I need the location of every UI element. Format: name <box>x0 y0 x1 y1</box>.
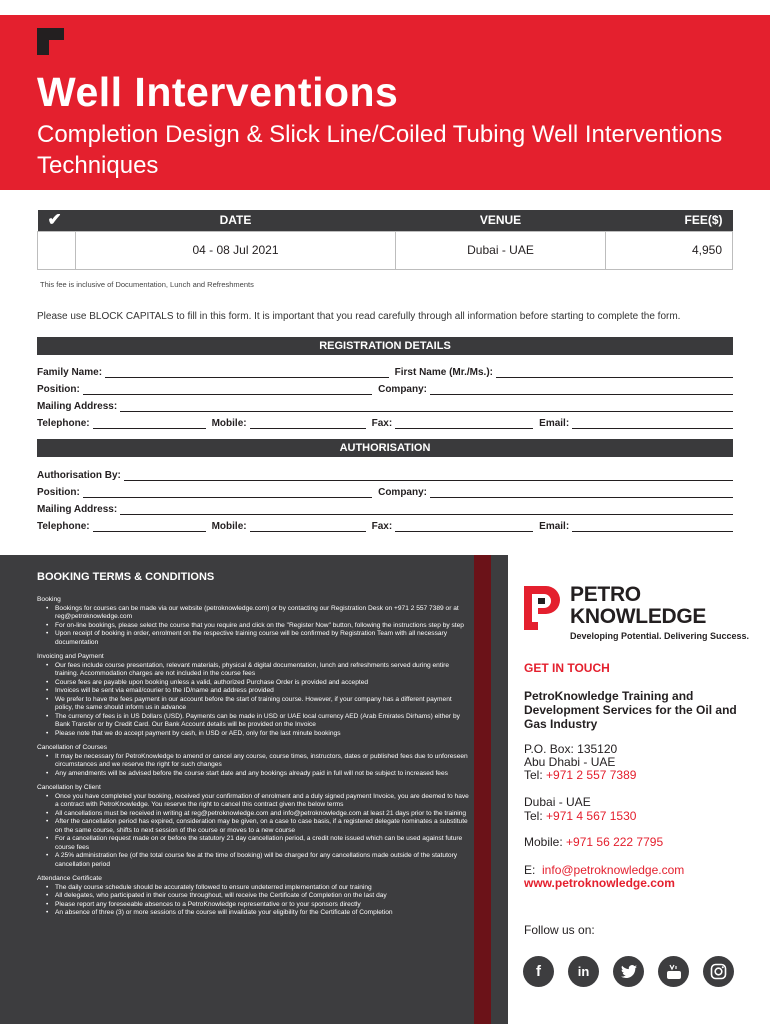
mailing-address-label: Mailing Address: <box>37 401 118 412</box>
youtube-icon[interactable] <box>658 956 689 987</box>
logo-line-1: PETRO <box>570 583 641 606</box>
dubai-tel-link[interactable]: +971 4 567 1530 <box>546 809 637 823</box>
abu-dhabi-tel-link[interactable]: +971 2 557 7389 <box>546 768 637 782</box>
first-name-label: First Name (Mr./Ms.): <box>394 367 493 378</box>
auth-mailing-address-label: Mailing Address: <box>37 504 118 515</box>
email-contact-link[interactable]: info@petroknowledge.com <box>542 863 685 877</box>
auth-company-field[interactable] <box>430 488 733 498</box>
auth-telephone-label: Telephone: <box>37 521 90 532</box>
header-banner <box>0 15 770 190</box>
panel-accent-stripe <box>474 555 491 1024</box>
auth-telephone-row <box>37 518 733 532</box>
company-description: PetroKnowledge Training and Development Services for the Oil and Gas Industry <box>524 689 737 731</box>
family-name-label: Family Name: <box>37 367 103 378</box>
mobile-label: Mobile: <box>211 418 247 429</box>
terms-section-heading: Attendance Certificate <box>37 875 102 882</box>
email-field[interactable] <box>572 419 733 429</box>
terms-list-item: • All delegates, who participated in their course throughout, will receive the Certificate of Completion on the last day <box>37 892 469 901</box>
terms-body <box>37 596 469 918</box>
position-field[interactable] <box>83 385 372 395</box>
dubai-city: Dubai - UAE <box>524 795 591 809</box>
mailing-row <box>37 398 733 412</box>
family-name-row <box>37 364 733 378</box>
terms-list-item: • For a cancellation request made on or before the statutory 21 day cancellation period, a credit note issued which can be used against future course fees <box>37 835 469 852</box>
po-box: P.O. Box: 135120 <box>524 742 618 756</box>
terms-section-heading: Cancellation by Client <box>37 784 101 791</box>
fee-note: This fee is inclusive of Documentation, Lunch and Refreshments <box>40 280 254 289</box>
terms-list-item: • A 25% administration fee (of the total course fee at the time of booking) will be charged for any cancellations made outside of the statutory cancellation period <box>37 852 469 869</box>
mobile-row <box>524 835 754 849</box>
terms-list-item: • The daily course schedule should be accurately followed to ensure undeterred implementation of our training <box>37 884 469 893</box>
auth-email-field[interactable] <box>572 522 733 532</box>
follow-us-label: Follow us on: <box>524 923 595 937</box>
terms-list <box>37 884 469 918</box>
twitter-icon[interactable] <box>613 956 644 987</box>
email-label: Email: <box>539 418 570 429</box>
auth-position-label: Position: <box>37 487 80 498</box>
logo-tagline: Developing Potential. Delivering Success. <box>570 631 750 641</box>
authorisation-by-field[interactable] <box>124 471 733 481</box>
course-fee: 4,950 <box>606 231 733 269</box>
brand-mark-icon <box>37 28 64 55</box>
terms-list-item: • All cancellations must be received in writing at reg@petroknowledge.com and info@petroknowledge.com at least 21 days prior to the training <box>37 810 469 819</box>
page-title: Well Interventions <box>37 69 399 115</box>
first-name-field[interactable] <box>496 368 733 378</box>
select-column-header: ✔ <box>38 210 76 231</box>
telephone-field[interactable] <box>93 419 206 429</box>
terms-list-item: • Invoices will be sent via email/courier to the ID/name and address provided <box>37 687 469 696</box>
terms-section-heading: Booking <box>37 596 61 603</box>
dubai-tel-label: Tel: <box>524 809 543 823</box>
company-label: Company: <box>378 384 427 395</box>
terms-section <box>37 653 469 738</box>
terms-section <box>37 744 469 778</box>
social-links <box>523 956 734 987</box>
family-name-field[interactable] <box>105 368 389 378</box>
dubai-phone-row <box>524 809 754 823</box>
auth-position-field[interactable] <box>83 488 372 498</box>
auth-mobile-field[interactable] <box>250 522 366 532</box>
logo-wordmark <box>570 584 706 628</box>
auth-position-row <box>37 484 733 498</box>
page-subtitle: Completion Design & Slick Line/Coiled Tubing Well Interventions Techniques <box>37 121 723 179</box>
terms-list-item: • Course fees are payable upon booking unless a valid, authorized Purchase Order is provided and accepted <box>37 679 469 688</box>
terms-list <box>37 753 469 779</box>
terms-list-item: • It may be necessary for PetroKnowledge to amend or cancel any course, course times, instructors, dates or published fees due to unforeseen circumstances and we reserve the right for such changes <box>37 753 469 770</box>
mailing-address-field[interactable] <box>120 402 733 412</box>
get-in-touch-heading: GET IN TOUCH <box>524 661 610 675</box>
terms-list-item: • Our fees include course presentation, relevant materials, physical & digital documentation, lunch and refreshments served during entire training. Accommodation charges are not included in the course fees <box>37 662 469 679</box>
petroknowledge-logo-icon <box>524 586 564 630</box>
auth-fax-label: Fax: <box>371 521 393 532</box>
mobile-field[interactable] <box>250 419 366 429</box>
position-row <box>37 381 733 395</box>
mobile-contact-label: Mobile: <box>524 835 563 849</box>
terms-list-item: • Upon receipt of booking in order, enrolment on the respective training course will be confirmed by Registration Team with all necessary documentation <box>37 630 469 647</box>
auth-mobile-label: Mobile: <box>211 521 247 532</box>
terms-title: BOOKING TERMS & CONDITIONS <box>37 571 215 583</box>
table-row[interactable] <box>38 231 733 269</box>
terms-section <box>37 784 469 869</box>
email-contact-label: E: <box>524 863 536 877</box>
terms-list-item: • Please note that we do accept payment by cash, in USD or AED, only for the last minute bookings <box>37 730 469 739</box>
position-label: Position: <box>37 384 80 395</box>
terms-list-item: • Please report any foreseeable absences to a PetroKnowledge representative or to your sponsors directly <box>37 901 469 910</box>
auth-telephone-field[interactable] <box>93 522 206 532</box>
abu-dhabi-tel-label: Tel: <box>524 768 543 782</box>
telephone-row <box>37 415 733 429</box>
authorisation-by-row <box>37 467 733 481</box>
authorisation-section-header: AUTHORISATION <box>37 439 733 457</box>
terms-list-item: • Bookings for courses can be made via our website (petroknowledge.com) or by contacting our Registration Desk on +971 2 557 7389 or at reg@petroknowledge.com <box>37 605 469 622</box>
auth-mailing-row <box>37 501 733 515</box>
abu-dhabi-city: Abu Dhabi - UAE <box>524 755 616 769</box>
logo-line-2: KNOWLEDGE <box>570 605 707 628</box>
terms-list-item: • An absence of three (3) or more sessions of the course will invalidate your eligibility for the Certificate of Completion <box>37 909 469 918</box>
form-instructions: Please use BLOCK CAPITALS to fill in this form. It is important that you read carefully through all information before starting to complete the form. <box>37 311 681 322</box>
terms-list <box>37 662 469 739</box>
date-column-header: DATE <box>76 210 396 231</box>
terms-list <box>37 605 469 648</box>
terms-list-item: • We prefer to have the fees payment in our account before the start of training course. However, if your company has a different payment policy, the same should inform us in advance <box>37 696 469 713</box>
terms-list-item: • Any amendments will be advised before the course start date and any bookings already paid in full will not be subject to increased fees <box>37 770 469 779</box>
abu-dhabi-phone-row <box>524 768 754 782</box>
venue-column-header: VENUE <box>396 210 606 231</box>
auth-mailing-address-field[interactable] <box>120 505 733 515</box>
telephone-label: Telephone: <box>37 418 90 429</box>
terms-list-item: • For on-line bookings, please select the course that you require and click on the "Register Now" button, following the instructions step by step <box>37 622 469 631</box>
company-field[interactable] <box>430 385 733 395</box>
auth-email-label: Email: <box>539 521 570 532</box>
terms-section-heading: Invoicing and Payment <box>37 653 104 660</box>
terms-list <box>37 793 469 870</box>
email-row <box>524 863 754 877</box>
instagram-icon[interactable] <box>703 956 734 987</box>
fax-field[interactable] <box>395 419 533 429</box>
facebook-icon[interactable]: f <box>523 956 554 987</box>
select-checkbox[interactable] <box>38 231 76 269</box>
terms-section <box>37 596 469 647</box>
linkedin-icon[interactable]: in <box>568 956 599 987</box>
course-date: 04 - 08 Jul 2021 <box>76 231 396 269</box>
fax-label: Fax: <box>371 418 393 429</box>
course-table <box>37 210 733 270</box>
terms-list-item: • Once you have completed your booking, received your confirmation of enrolment and a duly signed payment Invoice, you are deemed to have a contract with PetroKnowledge. You reserve the right to cancel this contract given the below terms <box>37 793 469 810</box>
registration-section-header: REGISTRATION DETAILS <box>37 337 733 355</box>
terms-list-item: • After the cancellation period has expired, consideration may be given, on a case to case basis, if a registered delegate nominates a substitute on the same course, shifts to next session of the course or moves to a new course <box>37 818 469 835</box>
website-link[interactable]: www.petroknowledge.com <box>524 876 675 890</box>
auth-fax-field[interactable] <box>395 522 533 532</box>
authorisation-by-label: Authorisation By: <box>37 470 121 481</box>
auth-company-label: Company: <box>378 487 427 498</box>
mobile-contact-link[interactable]: +971 56 222 7795 <box>566 835 664 849</box>
terms-list-item: • The currency of fees is in US Dollars (USD). Payments can be made in USD or UAE local currency AED (Arab Emirates Dirhams) either by Bank Transfer or by Credit Card. Our Bank Account details will be provided on the Invoice <box>37 713 469 730</box>
terms-section-heading: Cancellation of Courses <box>37 744 108 751</box>
course-venue: Dubai - UAE <box>396 231 606 269</box>
terms-section <box>37 875 469 918</box>
fee-column-header: FEE($) <box>606 210 733 231</box>
